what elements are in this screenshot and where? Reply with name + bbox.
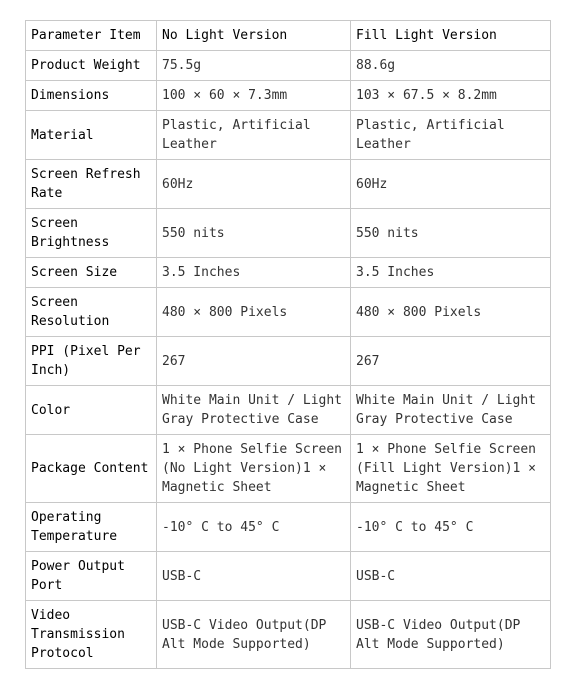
row-label: Operating Temperature xyxy=(26,503,157,552)
header-fill-light: Fill Light Version xyxy=(351,21,551,51)
row-label: Screen Size xyxy=(26,258,157,288)
table-row xyxy=(26,337,551,386)
row-value-no-light: -10° C to 45° C xyxy=(157,503,351,552)
row-value-fill-light: 1 × Phone Selfie Screen (Fill Light Version)1 × Magnetic Sheet xyxy=(351,435,551,503)
row-value-fill-light: USB-C Video Output(DP Alt Mode Supported) xyxy=(351,601,551,669)
header-no-light: No Light Version xyxy=(157,21,351,51)
row-value-no-light: White Main Unit / Light Gray Protective Case xyxy=(157,386,351,435)
table-row xyxy=(26,209,551,258)
row-value-fill-light: White Main Unit / Light Gray Protective Case xyxy=(351,386,551,435)
row-value-no-light: 60Hz xyxy=(157,160,351,209)
table-row xyxy=(26,552,551,601)
spec-table xyxy=(25,20,551,669)
row-label: Screen Refresh Rate xyxy=(26,160,157,209)
row-label: Power Output Port xyxy=(26,552,157,601)
row-label: Screen Brightness xyxy=(26,209,157,258)
table-row xyxy=(26,435,551,503)
table-row xyxy=(26,111,551,160)
row-label: Color xyxy=(26,386,157,435)
row-label: Material xyxy=(26,111,157,160)
table-row xyxy=(26,288,551,337)
row-value-no-light: USB-C Video Output(DP Alt Mode Supported) xyxy=(157,601,351,669)
header-parameter: Parameter Item xyxy=(26,21,157,51)
row-value-no-light: Plastic, Artificial Leather xyxy=(157,111,351,160)
row-value-fill-light: 103 × 67.5 × 8.2mm xyxy=(351,81,551,111)
row-value-fill-light: 267 xyxy=(351,337,551,386)
row-value-no-light: 267 xyxy=(157,337,351,386)
table-row xyxy=(26,601,551,669)
table-row xyxy=(26,160,551,209)
row-value-fill-light: 60Hz xyxy=(351,160,551,209)
row-value-fill-light: 88.6g xyxy=(351,51,551,81)
row-value-fill-light: 480 × 800 Pixels xyxy=(351,288,551,337)
row-value-no-light: 75.5g xyxy=(157,51,351,81)
row-value-no-light: 1 × Phone Selfie Screen (No Light Version)1 × Magnetic Sheet xyxy=(157,435,351,503)
row-label: PPI (Pixel Per Inch) xyxy=(26,337,157,386)
table-header-row xyxy=(26,21,551,51)
table-row xyxy=(26,81,551,111)
row-value-fill-light: Plastic, Artificial Leather xyxy=(351,111,551,160)
row-value-fill-light: -10° C to 45° C xyxy=(351,503,551,552)
table-row xyxy=(26,51,551,81)
row-label: Screen Resolution xyxy=(26,288,157,337)
table-row xyxy=(26,503,551,552)
table-row xyxy=(26,386,551,435)
row-value-no-light: 480 × 800 Pixels xyxy=(157,288,351,337)
row-value-fill-light: 3.5 Inches xyxy=(351,258,551,288)
row-label: Video Transmission Protocol xyxy=(26,601,157,669)
table-row xyxy=(26,258,551,288)
row-value-no-light: 3.5 Inches xyxy=(157,258,351,288)
row-value-fill-light: 550 nits xyxy=(351,209,551,258)
row-label: Dimensions xyxy=(26,81,157,111)
row-value-no-light: 100 × 60 × 7.3mm xyxy=(157,81,351,111)
row-label: Product Weight xyxy=(26,51,157,81)
row-value-no-light: 550 nits xyxy=(157,209,351,258)
row-value-no-light: USB-C xyxy=(157,552,351,601)
row-value-fill-light: USB-C xyxy=(351,552,551,601)
row-label: Package Content xyxy=(26,435,157,503)
